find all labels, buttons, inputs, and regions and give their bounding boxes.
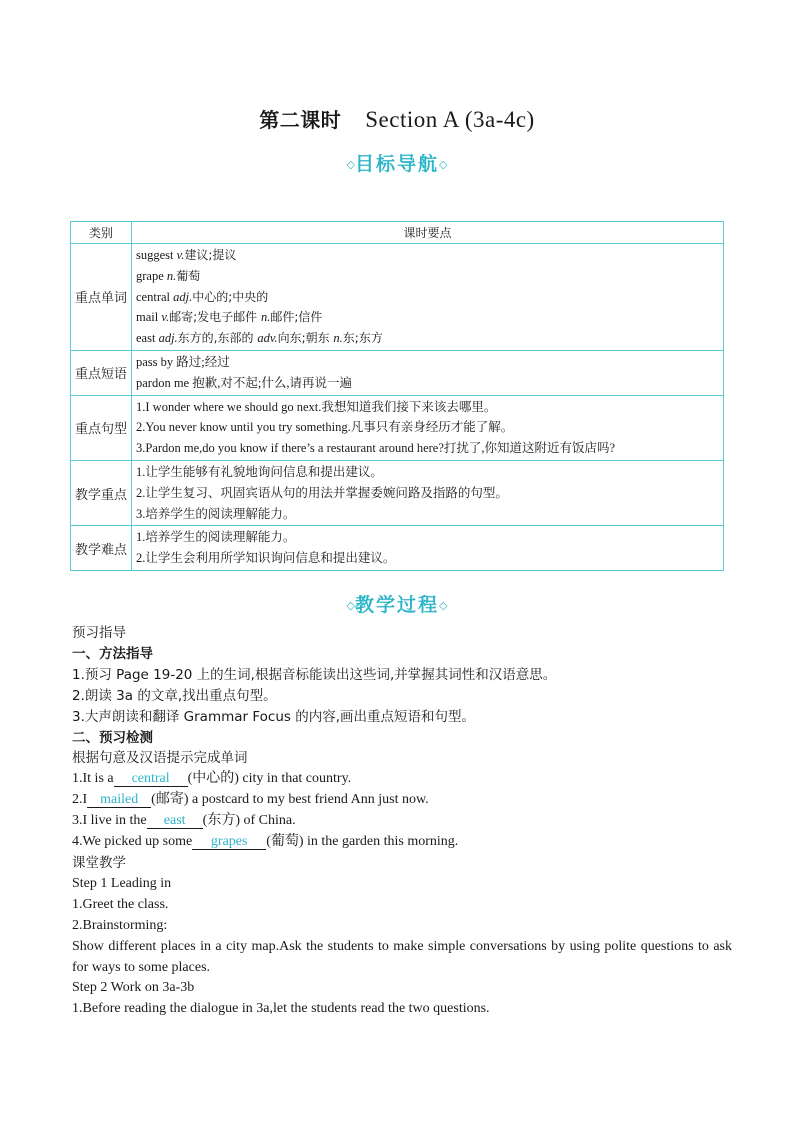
exercise-item: 1.It is a central (中心的) city in that country. (72, 771, 352, 787)
table-cell-category: 教学重点 (71, 460, 132, 525)
table-header-points: 课时要点 (132, 222, 724, 244)
answer-blank (192, 834, 266, 850)
table-cell-points (132, 526, 724, 571)
table-cell-category: 重点句型 (71, 395, 132, 460)
difficulty-line: 2.让学生会利用所学知识询问信息和提出建议。 (136, 551, 396, 566)
table-cell-points (132, 244, 724, 351)
sentence-line: 3.Pardon me,do you know if there’s a restaurant around here?打扰了,你知道这附近有饭店吗? (136, 441, 616, 456)
vocab-line: central adj.中心的;中央的 (136, 289, 269, 304)
vocab-line: east adj.东方的,东部的 adv.向东;朝东 n.东;东方 (136, 331, 383, 346)
step-item: 1.Before reading the dialogue in 3a,let the students read the two questions. (72, 1001, 490, 1017)
method-item: 3.大声朗读和翻译 Grammar Focus 的内容,画出重点短语和句型。 (72, 708, 476, 725)
table-cell-points (132, 395, 724, 460)
step-title: Step 2 Work on 3a-3b (72, 980, 195, 996)
step-title: Step 1 Leading in (72, 875, 172, 891)
section-goals-label: 目标导航 (354, 153, 439, 175)
section-heading-process (0, 590, 794, 617)
table-header-row (71, 222, 724, 244)
answer-text: central (131, 771, 170, 787)
table-cell-points (132, 350, 724, 395)
diamond-icon: ◇ (346, 158, 355, 171)
page-title (0, 104, 794, 133)
sentence-line: 1.I wonder where we should go next.我想知道我们接下来该去哪里。 (136, 399, 497, 414)
table-cell-category: 教学难点 (71, 526, 132, 571)
phrase-line: pardon me 抱歉,对不起;什么,请再说一遍 (136, 375, 352, 390)
table-row (71, 395, 724, 460)
classroom-heading: 课堂教学 (72, 854, 126, 871)
section-process-label: 教学过程 (354, 594, 439, 616)
lesson-body (72, 623, 732, 1020)
table-row (71, 350, 724, 395)
table-row (71, 526, 724, 571)
method-item: 2.朗读 3a 的文章,找出重点句型。 (72, 687, 277, 704)
preview-guide-heading: 预习指导 (72, 625, 126, 641)
step-item: 1.Greet the class. (72, 896, 169, 912)
diamond-icon: ◇ (439, 158, 448, 171)
method-item: 1.预习 Page 19-20 上的生词,根据音标能读出这些词,并掌握其词性和汉语意思。 (72, 666, 557, 683)
lesson-points-table (70, 221, 724, 571)
table-cell-points (132, 460, 724, 525)
focus-line: 2.让学生复习、巩固宾语从句的用法并掌握委婉问路及指路的句型。 (136, 485, 508, 500)
answer-blank (87, 792, 151, 808)
phrase-line: pass by 路过;经过 (136, 354, 230, 369)
vocab-line: grape n.葡萄 (136, 268, 201, 283)
answer-text: mailed (100, 792, 139, 808)
answer-blank (114, 771, 188, 787)
difficulty-line: 1.培养学生的阅读理解能力。 (136, 530, 296, 545)
diamond-icon: ◇ (439, 599, 448, 612)
step-item: 2.Brainstorming: (72, 917, 168, 933)
focus-line: 3.培养学生的阅读理解能力。 (136, 506, 296, 521)
focus-line: 1.让学生能够有礼貌地询问信息和提出建议。 (136, 464, 383, 479)
vocab-line: mail v.邮寄;发电子邮件 n.邮件;信件 (136, 310, 323, 325)
exercise-item: 4.We picked up some grapes (葡萄) in the garden this morning. (72, 834, 459, 850)
vocab-line: suggest v.建议;提议 (136, 248, 237, 262)
check-heading: 二、预习检测 (72, 729, 153, 746)
title-section-en: Section A (3a-4c) (365, 107, 535, 132)
table-header-category: 类别 (71, 222, 132, 244)
diamond-icon: ◇ (346, 599, 355, 612)
section-heading-goals (0, 149, 794, 176)
check-instruction: 根据句意及汉语提示完成单词 (72, 750, 248, 767)
method-heading: 一、方法指导 (72, 645, 153, 662)
table-row (71, 244, 724, 351)
exercise-item: 2.I mailed (邮寄) a postcard to my best friend Ann just now. (72, 792, 429, 808)
exercise-item: 3.I live in the east (东方) of China. (72, 813, 296, 829)
table-row (71, 460, 724, 525)
step-description: Show different places in a city map.Ask the students to make simple conversations by using polite questions to ask for ways to some places. (72, 938, 732, 975)
answer-text: east (163, 813, 186, 829)
sentence-line: 2.You never know until you try something.凡事只有亲身经历才能了解。 (136, 420, 514, 435)
title-lesson-cn: 第二课时 (259, 108, 342, 132)
answer-text: grapes (210, 834, 248, 850)
answer-blank (147, 813, 203, 829)
table-cell-category: 重点短语 (71, 350, 132, 395)
table-cell-category: 重点单词 (71, 244, 132, 351)
